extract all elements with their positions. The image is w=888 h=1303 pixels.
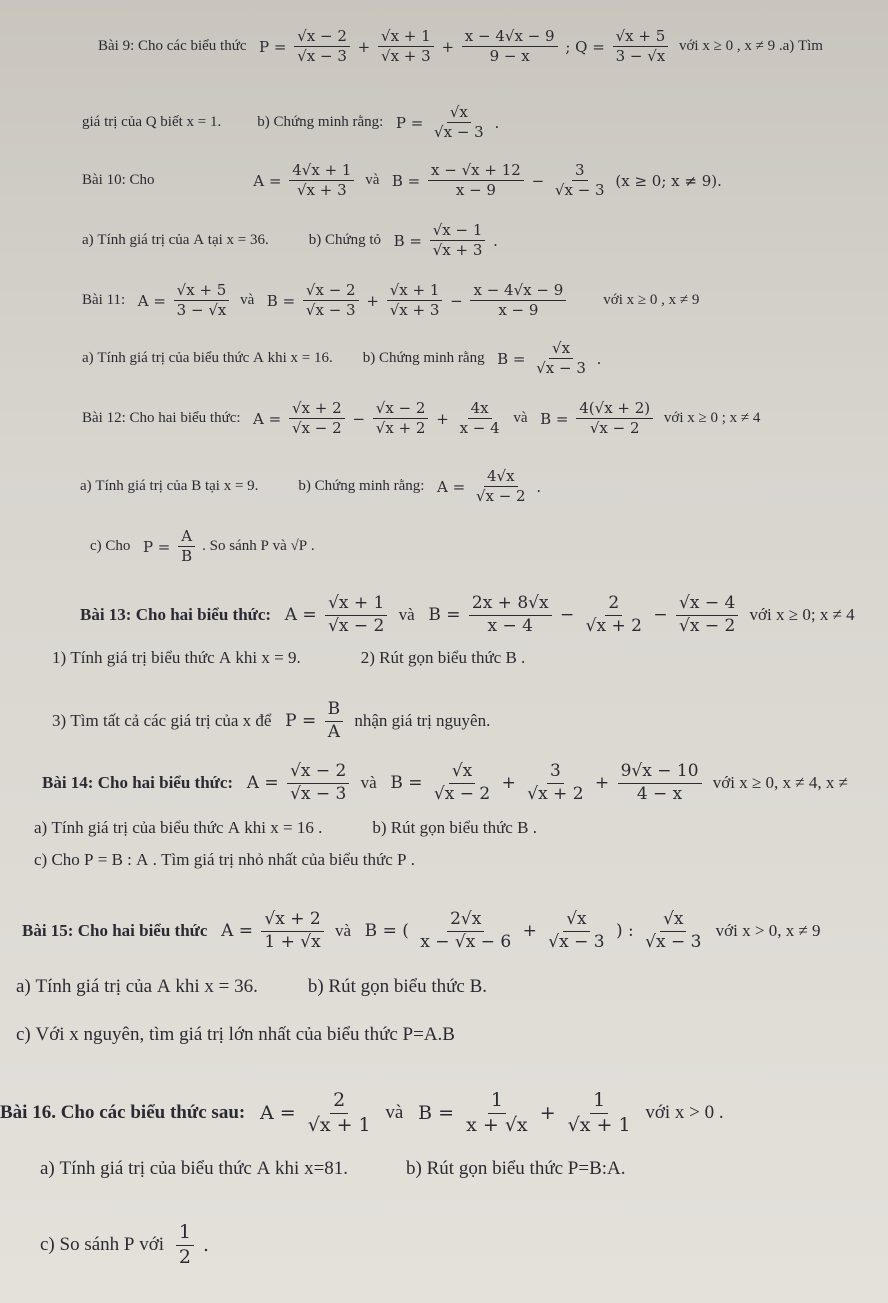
fraction xyxy=(325,594,387,636)
math-expression xyxy=(359,910,707,952)
math-symbol: P = xyxy=(391,113,429,132)
exercise-line xyxy=(82,340,610,378)
math-symbol: B = xyxy=(262,291,300,310)
fraction-numerator: 2 xyxy=(330,1090,348,1114)
fraction-denominator: √x + 3 xyxy=(297,181,347,200)
exercise-line xyxy=(34,850,415,870)
exercise-text: và xyxy=(236,292,259,309)
exercise-line xyxy=(40,1158,626,1180)
fraction xyxy=(431,104,487,142)
fraction xyxy=(378,28,434,66)
math-symbol: A = xyxy=(241,773,285,794)
exercise-text: c) So sánh P với xyxy=(40,1234,169,1256)
exercise-line xyxy=(42,762,848,804)
exercise-text: b) Rút gọn biểu thức P=B:A. xyxy=(406,1158,626,1179)
exercise-text: và xyxy=(380,1102,409,1124)
math-symbol: + xyxy=(436,37,459,56)
exercise-text: b) Chứng minh rằng xyxy=(362,350,489,367)
exercise-text: a) Tính giá trị của A tại x = 36. xyxy=(82,232,269,249)
exercise-text: và xyxy=(394,605,419,625)
fraction-denominator: √x − 3 xyxy=(305,301,356,320)
fraction-denominator: x − 9 xyxy=(455,181,496,200)
fraction-numerator: √x + 5 xyxy=(174,282,230,301)
fraction xyxy=(676,594,738,636)
math-symbol: P = xyxy=(138,537,176,556)
exercise-text: b) Chứng minh rằng: xyxy=(298,478,429,495)
math-expression xyxy=(254,1090,377,1137)
math-symbol: − xyxy=(445,291,468,310)
exercise-text: . So sánh P và √P . xyxy=(202,538,315,555)
fraction xyxy=(545,910,607,952)
exercise-text: 1) Tính giá trị biểu thức A khi x = 9. xyxy=(52,648,301,667)
fraction-denominator: √x − 2 xyxy=(679,615,736,636)
math-expression xyxy=(173,1222,215,1269)
fraction-denominator: √x − 3 xyxy=(297,47,347,66)
math-expression xyxy=(262,282,569,320)
fraction xyxy=(289,400,345,438)
math-symbol: + xyxy=(352,37,376,56)
fraction-denominator: x − 4 xyxy=(487,615,533,636)
exercise-text: Bài 10: Cho xyxy=(82,172,155,189)
fraction-numerator: 4√x xyxy=(484,468,518,487)
exercise-line xyxy=(52,700,490,742)
fraction-numerator: x − √x + 12 xyxy=(428,162,524,181)
fraction-numerator: √x − 2 xyxy=(303,282,359,301)
exercise-text: nhận giá trị nguyên. xyxy=(350,711,491,731)
exercise-heading: Bài 13: Cho hai biểu thức: xyxy=(80,605,276,625)
fraction-numerator: 9√x − 10 xyxy=(618,762,702,784)
exercise-line xyxy=(52,648,525,668)
math-expression xyxy=(385,762,705,804)
fraction-denominator: √x + 2 xyxy=(585,615,642,636)
math-symbol: − xyxy=(647,605,673,626)
exercise-line xyxy=(82,162,731,200)
math-expression xyxy=(280,700,346,742)
exercise-line xyxy=(82,400,760,438)
math-expression xyxy=(279,594,390,636)
exercise-text: b) Rút gọn biểu thức B. xyxy=(307,976,488,997)
fraction-numerator: √x xyxy=(447,104,471,123)
exercise-line xyxy=(80,594,855,636)
fraction xyxy=(470,282,566,320)
exercise-text: với x ≥ 0 ; x ≠ 4 xyxy=(660,410,761,427)
fraction-denominator: √x − 3 xyxy=(548,931,605,952)
math-symbol: B = xyxy=(422,605,466,626)
math-expression xyxy=(412,1090,636,1137)
math-expression xyxy=(249,162,358,200)
math-expression xyxy=(216,910,327,952)
math-symbol: − xyxy=(554,605,580,626)
fraction-denominator: √x + 2 xyxy=(527,783,584,804)
fraction-denominator: √x − 2 xyxy=(328,615,385,636)
fraction-numerator: √x + 1 xyxy=(378,28,434,47)
exercise-text: a) Tính giá trị của B tại x = 9. xyxy=(80,478,259,495)
fraction-numerator: 2√x xyxy=(447,910,484,932)
fraction xyxy=(613,28,669,66)
exercise-line xyxy=(22,910,821,952)
exercise-text: c) Với x nguyên, tìm giá trị lớn nhất của biểu thức P=A.B xyxy=(16,1024,455,1045)
fraction-numerator: √x + 2 xyxy=(289,400,345,419)
math-expression xyxy=(138,528,198,566)
fraction-numerator: 2x + 8√x xyxy=(469,594,552,616)
exercise-text: b) Chứng minh rằng: xyxy=(257,114,388,131)
fraction-numerator: √x xyxy=(549,340,573,359)
exercise-text: Bài 11: xyxy=(82,292,129,309)
exercise-line xyxy=(82,222,507,260)
exercise-text: a) Tính giá trị của biểu thức A khi x = 16 . xyxy=(34,818,323,837)
fraction-numerator: √x − 4 xyxy=(676,594,738,616)
math-expression xyxy=(492,340,606,378)
fraction xyxy=(552,162,608,200)
exercise-line xyxy=(0,1090,724,1137)
math-symbol: B = ( xyxy=(359,921,415,942)
fraction-numerator: 3 xyxy=(547,762,564,784)
exercise-heading: Bài 15: Cho hai biểu thức xyxy=(22,921,212,941)
fraction xyxy=(583,594,645,636)
math-expression xyxy=(241,762,352,804)
fraction xyxy=(387,282,443,320)
fraction-denominator: √x − 3 xyxy=(554,181,605,200)
math-expression xyxy=(248,400,505,438)
exercise-text: và xyxy=(330,921,356,941)
exercise-line xyxy=(90,528,315,566)
fraction xyxy=(457,400,503,438)
fraction-numerator: 4(√x + 2) xyxy=(576,400,653,419)
fraction-denominator: 9 − x xyxy=(489,47,530,66)
fraction-denominator: 3 − √x xyxy=(615,47,666,66)
math-symbol: A = xyxy=(248,171,287,190)
fraction xyxy=(618,762,702,804)
math-symbol: B = xyxy=(384,773,428,794)
fraction-denominator: x − 4 xyxy=(459,419,500,438)
fraction-denominator: x − 9 xyxy=(498,301,539,320)
fraction-denominator: √x + 3 xyxy=(432,241,483,260)
fraction-numerator: √x xyxy=(449,762,475,784)
fraction xyxy=(174,282,230,320)
exercise-text: với x ≥ 0 , x ≠ 9 .a) Tìm xyxy=(675,38,823,55)
math-symbol: A = xyxy=(253,1102,302,1125)
exercise-text: và xyxy=(356,773,381,793)
fraction-numerator: 4x xyxy=(468,400,492,419)
fraction-denominator: √x − 2 xyxy=(589,419,640,438)
fraction-denominator: √x + 3 xyxy=(389,301,440,320)
fraction-denominator: √x − 3 xyxy=(290,783,347,804)
exercise-text: với x > 0 . xyxy=(640,1102,724,1124)
math-symbol: . xyxy=(489,113,505,132)
fraction-numerator: √x + 5 xyxy=(613,28,669,47)
fraction-denominator: √x − 2 xyxy=(433,783,491,804)
exercise-text: với x ≥ 0 , x ≠ 9 xyxy=(603,292,700,309)
exercise-text: và xyxy=(509,410,532,427)
exercise-text: b) Rút gọn biểu thức B . xyxy=(372,818,537,837)
fraction-denominator: √x + 1 xyxy=(307,1113,371,1136)
fraction-numerator: √x xyxy=(563,910,589,932)
math-expression xyxy=(535,400,656,438)
fraction xyxy=(303,282,359,320)
exercise-line xyxy=(40,1222,219,1269)
math-symbol: + xyxy=(533,1102,562,1125)
math-symbol: + xyxy=(496,773,522,794)
math-symbol: ; Q = xyxy=(560,37,610,56)
fraction-numerator: √x xyxy=(660,910,686,932)
fraction xyxy=(373,400,429,438)
math-expression xyxy=(391,104,504,142)
fraction-numerator: 2 xyxy=(605,594,622,616)
fraction xyxy=(430,222,486,260)
fraction-denominator: √x + 2 xyxy=(375,419,426,438)
math-expression xyxy=(254,28,671,66)
math-expression xyxy=(387,162,727,200)
exercise-line xyxy=(82,282,699,320)
exercise-text: Bài 12: Cho hai biểu thức: xyxy=(82,410,245,427)
fraction xyxy=(305,1090,374,1137)
fraction-denominator: B xyxy=(181,547,193,566)
fraction xyxy=(469,594,552,636)
exercise-line xyxy=(98,28,823,66)
exercise-text: với x ≥ 0, x ≠ 4, x ≠ xyxy=(708,773,848,793)
exercise-text: giá trị của Q biết x = 1. xyxy=(82,114,222,131)
fraction-numerator: 1 xyxy=(176,1222,194,1246)
fraction-numerator: √x − 2 xyxy=(294,28,350,47)
math-symbol: A = xyxy=(279,605,323,626)
math-symbol: ) : xyxy=(610,921,640,942)
fraction xyxy=(524,762,586,804)
fraction-numerator: x − 4√x − 9 xyxy=(462,28,558,47)
math-symbol: B = xyxy=(387,171,426,190)
fraction-denominator: 3 − √x xyxy=(176,301,227,320)
exercise-text: 2) Rút gọn biểu thức B . xyxy=(360,648,526,667)
fraction xyxy=(289,162,354,200)
exercise-text: a) Tính giá trị của biểu thức A khi x=81. xyxy=(40,1158,349,1179)
exercise-text: c) Cho xyxy=(90,538,135,555)
fraction-numerator: x − 4√x − 9 xyxy=(470,282,566,301)
fraction-numerator: √x − 2 xyxy=(287,762,349,784)
fraction-numerator: √x + 1 xyxy=(325,594,387,616)
exercise-line xyxy=(80,468,550,506)
math-symbol: A = xyxy=(215,921,259,942)
math-symbol: + xyxy=(431,409,454,428)
fraction xyxy=(473,468,529,506)
exercise-text: a) Tính giá trị của A khi x = 36. xyxy=(16,976,258,997)
fraction-denominator: A xyxy=(327,721,341,742)
math-symbol: + xyxy=(361,291,384,310)
exercise-text: b) Chứng tỏ xyxy=(308,232,385,249)
fraction xyxy=(417,910,514,952)
fraction xyxy=(294,28,350,66)
fraction-denominator: √x − 3 xyxy=(434,123,484,142)
exercise-line xyxy=(16,976,487,998)
exercise-text: a) Tính giá trị của biểu thức A khi x = 16. xyxy=(82,350,333,367)
math-symbol: . xyxy=(488,231,503,250)
exercise-text: c) Cho P = B : A . Tìm giá trị nhỏ nhất của biểu thức P . xyxy=(34,850,415,869)
fraction-denominator: 2 xyxy=(178,1245,191,1268)
math-symbol: B = xyxy=(535,409,574,428)
math-symbol: . xyxy=(591,349,607,368)
fraction xyxy=(287,762,349,804)
exercise-text: Bài 9: Cho các biểu thức xyxy=(98,38,251,55)
fraction-numerator: B xyxy=(325,700,344,722)
fraction-numerator: √x − 1 xyxy=(430,222,486,241)
exercise-line xyxy=(82,104,508,142)
math-symbol: + xyxy=(517,921,543,942)
math-symbol: − xyxy=(347,409,370,428)
fraction-denominator: √x − 3 xyxy=(645,931,702,952)
math-symbol: B = xyxy=(412,1102,461,1125)
exercise-heading: Bài 14: Cho hai biểu thức: xyxy=(42,773,238,793)
math-symbol: A = xyxy=(132,291,171,310)
fraction-numerator: √x + 1 xyxy=(387,282,443,301)
math-symbol: (x ≥ 0; x ≠ 9). xyxy=(610,171,727,190)
fraction-denominator: √x − 3 xyxy=(536,359,586,378)
math-symbol: A = xyxy=(248,409,286,428)
exercise-text: 3) Tìm tất cả các giá trị của x để xyxy=(52,711,276,731)
math-symbol: P = xyxy=(279,711,322,732)
fraction-denominator: x + √x xyxy=(466,1113,528,1136)
math-symbol: + xyxy=(589,773,615,794)
math-expression xyxy=(389,222,503,260)
exercise-text: với x > 0, x ≠ 9 xyxy=(711,921,821,941)
math-symbol: A = xyxy=(432,477,470,496)
fraction-numerator: 1 xyxy=(488,1090,506,1114)
exercise-heading: Bài 16. Cho các biểu thức sau: xyxy=(0,1102,250,1124)
fraction-denominator: √x − 2 xyxy=(292,419,342,438)
fraction xyxy=(428,162,524,200)
exercise-line xyxy=(34,818,537,838)
math-symbol: − xyxy=(526,171,549,190)
fraction-numerator: √x + 2 xyxy=(261,910,323,932)
fraction-denominator: √x + 3 xyxy=(381,47,431,66)
fraction-numerator: 4√x + 1 xyxy=(289,162,354,181)
fraction xyxy=(565,1090,634,1137)
math-expression xyxy=(133,282,232,320)
fraction xyxy=(642,910,704,952)
exercise-text: và xyxy=(361,172,384,189)
fraction xyxy=(261,910,323,952)
fraction-numerator: 1 xyxy=(590,1090,608,1114)
fraction xyxy=(431,762,493,804)
fraction-denominator: 4 − x xyxy=(636,783,683,804)
fraction xyxy=(576,400,653,438)
fraction-denominator: √x + 1 xyxy=(567,1113,631,1136)
math-symbol: P = xyxy=(254,37,292,56)
fraction xyxy=(463,1090,531,1137)
fraction xyxy=(178,528,195,566)
fraction-numerator: A xyxy=(178,528,195,547)
fraction-denominator: √x − 2 xyxy=(475,487,526,506)
exercise-line xyxy=(16,1024,455,1046)
math-symbol: B = xyxy=(388,231,427,250)
fraction xyxy=(462,28,558,66)
fraction xyxy=(176,1222,194,1269)
fraction-denominator: x − √x − 6 xyxy=(420,931,512,952)
fraction-numerator: √x − 2 xyxy=(373,400,429,419)
math-expression xyxy=(423,594,741,636)
fraction-denominator: 1 + √x xyxy=(264,931,321,952)
fraction-numerator: 3 xyxy=(572,162,588,181)
math-expression xyxy=(432,468,546,506)
fraction xyxy=(325,700,344,742)
fraction xyxy=(533,340,589,378)
math-symbol: . xyxy=(531,477,546,496)
math-symbol: B = xyxy=(492,349,531,368)
exercise-text: với x ≥ 0; x ≠ 4 xyxy=(745,605,855,625)
math-symbol: . xyxy=(196,1234,216,1257)
